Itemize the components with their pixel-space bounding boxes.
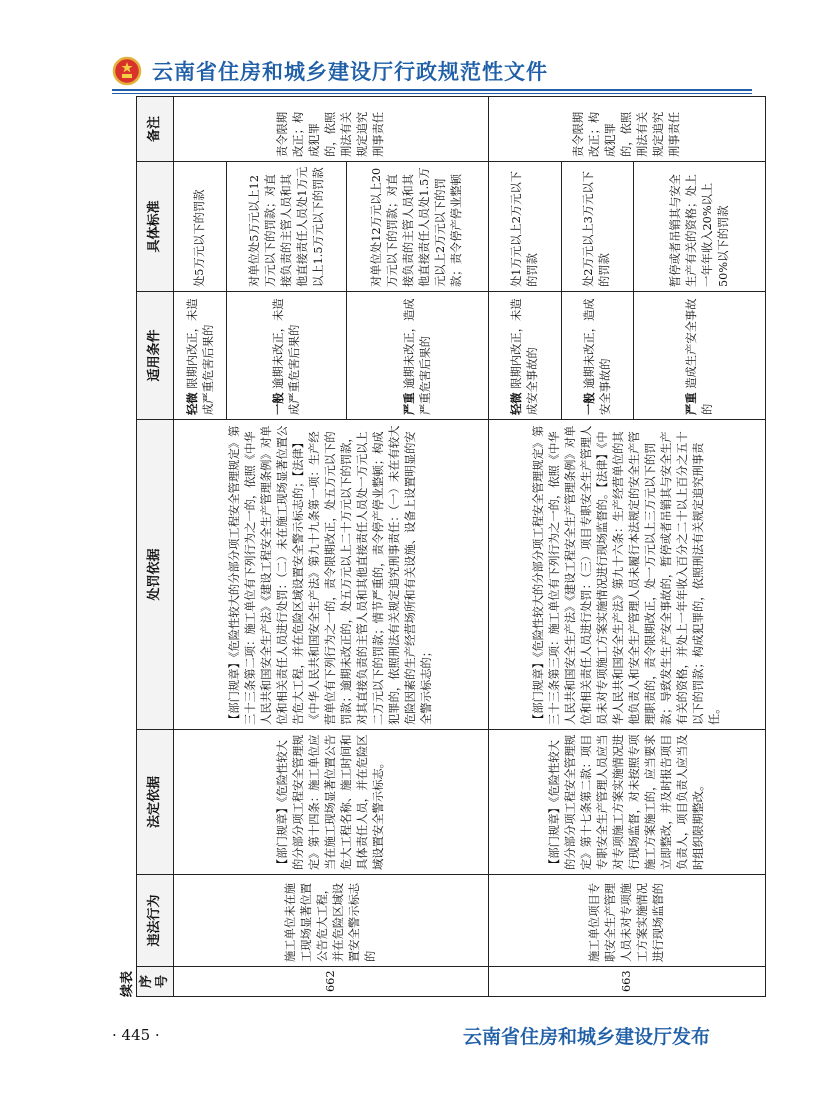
legal-basis-cell: 【部门规章】《危险性较大的分部分项工程安全管理规定》第十七条第二款：项目专职安全生产管理人员应当对专项施工方案实施情况进行现场监督，对未按照专项施工方案施工的，应当要求立即整改，并及时报告项目负责人，项目负责人应当及时组织限期整改。 [488, 730, 765, 875]
continued-label: 续表 [120, 970, 135, 997]
row-number: 662 [174, 967, 489, 997]
legal-basis-cell: 【部门规章】《危险性较大的分部分项工程安全管理规定》第十四条：施工单位应当在施工现场显著位置公告危大工程名称、施工时间和具体责任人员，并在危险区域设置安全警示标志。 [174, 730, 489, 875]
standard-cell: 处2万元以上3万元以下的罚款 [561, 162, 634, 292]
tier-condition: 造成生产安全事故的 [685, 298, 715, 415]
publisher-footer: 云南省住房和城乡建设厅发布 [463, 1026, 711, 1048]
standard-cell: 处1万元以上2万元以下的罚款 [488, 162, 561, 292]
rotated-table-region [116, 97, 766, 997]
header-rule-thin [112, 93, 752, 94]
remark-cell: 责令限期改正；构成犯罪的，依照刑法有关规定追究刑事责任 [488, 97, 765, 162]
row-number: 663 [488, 967, 765, 997]
col-header-remark: 备注 [137, 97, 174, 162]
header-title: 云南省住房和城乡建设厅行政规范性文件 [152, 60, 548, 84]
col-header-legal-basis: 法定依据 [137, 730, 174, 875]
violation-cell: 施工单位未在施工现场显著位置公告危大工程，并在危险区域设置安全警示标志的 [174, 875, 489, 967]
table-header-row [137, 97, 174, 997]
standard-cell: 暂停或者吊销其与安全生产有关的资格；处上一年年收入20%以上50%以下的罚款 [634, 162, 766, 292]
page-number: · 445 · [112, 1026, 160, 1044]
standard-cell: 对单位处5万元以上12万元以下的罚款；对直接负责的主管人员和其他直接责任人员处1万元以上1.5万元以下的罚款 [227, 162, 347, 292]
condition-cell [488, 292, 561, 420]
tier-level: 轻微 [184, 392, 199, 415]
col-header-no: 序号 [137, 967, 174, 997]
standard-cell: 对单位处12万元以上20万元以下的罚款；对直接负责的主管人员和其他直接责任人员处1.5万元以上2万元以下的罚款；责令停产停业整顿 [346, 162, 488, 292]
tier-condition: 限期内改正，未造成安全事故的 [510, 298, 540, 415]
col-header-violation: 违法行为 [137, 875, 174, 967]
condition-cell [174, 292, 227, 420]
tier-level: 轻微 [509, 392, 524, 415]
col-header-standard: 具体标准 [137, 162, 174, 292]
col-header-penalty-basis: 处罚依据 [137, 420, 174, 730]
condition-cell [346, 292, 488, 420]
tier-condition: 逾期未改正，未造成严重危害后果的 [272, 298, 302, 415]
page-header [112, 52, 752, 92]
national-emblem-icon [112, 56, 142, 86]
tier-condition: 逾期未改正，造成严重危害后果的 [402, 298, 432, 415]
condition-cell [634, 292, 766, 420]
col-header-condition: 适用条件 [137, 292, 174, 420]
penalty-basis-cell: 【部门规章】《危险性较大的分部分项工程安全管理规定》第三十三条第三项：施工单位有下列行为之一的，依照《中华人民共和国安全生产法》《建设工程安全生产管理条例》对单位和相关责任人员进行处罚：（三）项目专职安全生产管理人员未对专项施工方案实施情况进行现场监督的。【法律】《中华人民共和国安全生产法》第九十六条：生产经营单位的其他负责人和安全生产管理人员未履行本法规定的安全生产管理职责的，责令限期改正，处一万元以上三万元以下的罚款；导致发生生产安全事故的，暂停或者吊销其与安全生产有关的资格，并处上一年年收入百分之二十以上百分之五十以下的罚款；构成犯罪的，依照刑法有关规定追究刑事责任。 [488, 420, 765, 730]
violation-cell: 施工单位项目专职安全生产管理人员未对专项施工方案实施情况进行现场监督的 [488, 875, 765, 967]
tier-level: 一般 [581, 392, 596, 415]
tier-level: 严重 [684, 392, 699, 415]
table-row [488, 97, 561, 997]
condition-cell [227, 292, 347, 420]
condition-cell [561, 292, 634, 420]
penalty-basis-cell: 【部门规章】《危险性较大的分部分项工程安全管理规定》第三十三条第二项：施工单位有下列行为之一的，依照《中华人民共和国安全生产法》《建设工程安全生产管理条例》对单位和相关责任人员进行处罚：（二）未在施工现场显著位置公告危大工程，并在危险区域设置安全警示标志的；【法律】《中华人民共和国安全生产法》第九十九条第一项：生产经营单位有下列行为之一的，责令限期改正，处五万元以下的罚款；逾期未改正的，处五万元以上二十万元以下的罚款，对其直接负责的主管人员和其他直接责任人员处一万元以上二万元以下的罚款；情节严重的，责令停产停业整顿；构成犯罪的，依照刑法有关规定追究刑事责任：（一）未在有较大危险因素的生产经营场所和有关设施、设备上设置明显的安全警示标志的； [174, 420, 489, 730]
remark-cell: 责令限期改正；构成犯罪的，依照刑法有关规定追究刑事责任 [174, 97, 489, 162]
header-rule [112, 89, 752, 91]
tier-condition: 限期内改正，未造成严重危害后果的 [185, 298, 215, 415]
tier-condition: 逾期未改正，造成安全事故的 [582, 298, 612, 415]
tier-level: 一般 [271, 392, 286, 415]
penalty-standards-table [136, 96, 766, 997]
tier-level: 严重 [401, 392, 416, 415]
standard-cell: 处5万元以下的罚款 [174, 162, 227, 292]
table-row [174, 97, 227, 997]
